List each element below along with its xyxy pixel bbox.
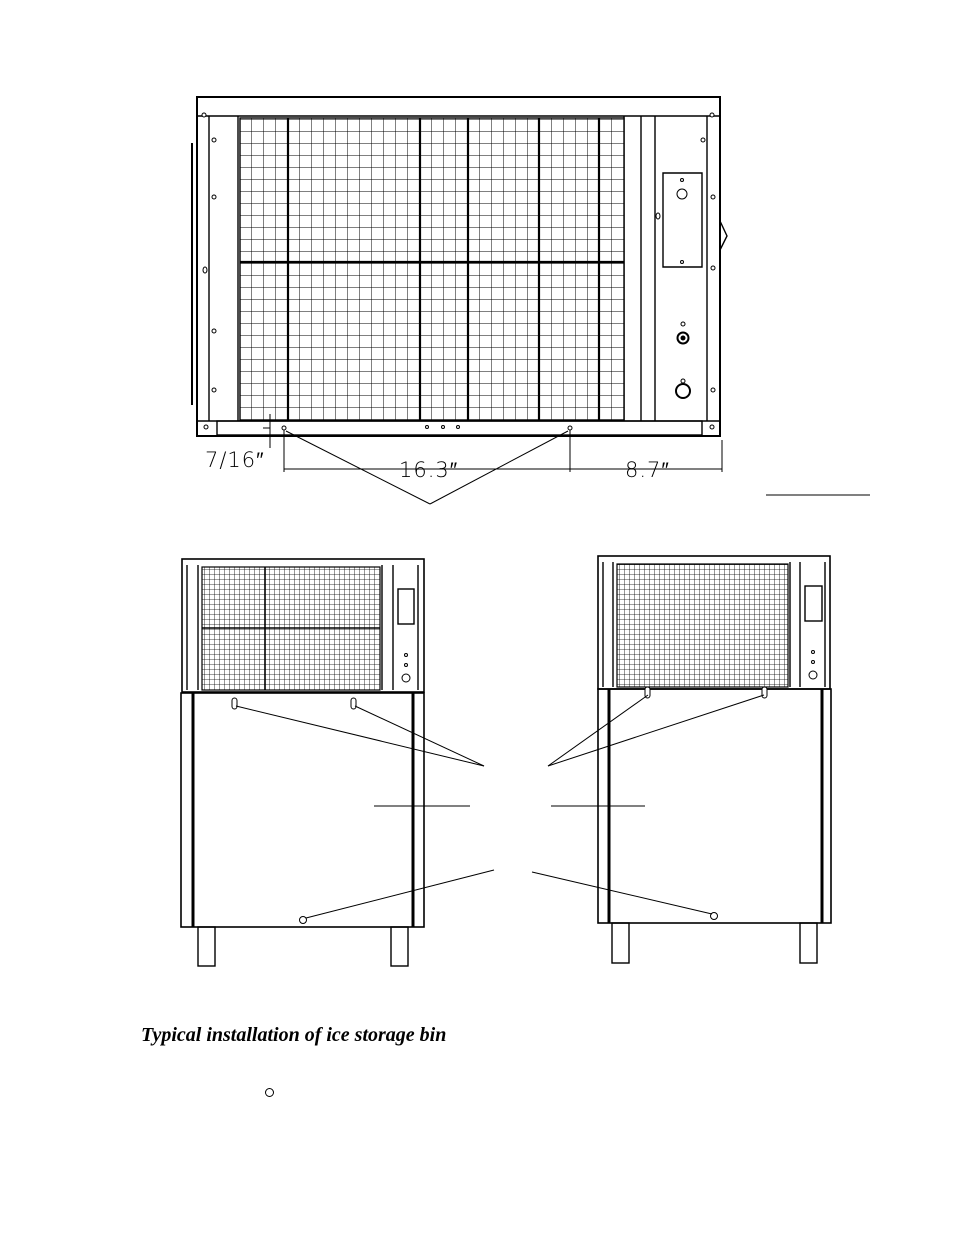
grille-icon	[240, 118, 624, 420]
bin-assembly-left	[181, 559, 424, 966]
drain-icon	[300, 917, 307, 924]
bolt-hole-icon	[232, 698, 237, 709]
edge-offset-dimension-label: 8.7″	[625, 458, 670, 482]
diagram-caption: Typical installation of ice storage bin	[141, 1024, 447, 1046]
bolt-hole-icon	[351, 698, 356, 709]
degree-circle-icon	[265, 1088, 274, 1097]
hole-spacing-dimension-label: 16.3″	[399, 458, 459, 482]
gap-dimension-label: 7/16″	[205, 448, 265, 472]
dimension-lines	[263, 414, 870, 504]
bolt-hole-icon	[762, 687, 767, 698]
grille-icon	[617, 564, 788, 687]
knob-icon	[676, 322, 690, 398]
bin-assembly-right	[598, 556, 831, 963]
bin-leader-lines	[236, 695, 764, 918]
